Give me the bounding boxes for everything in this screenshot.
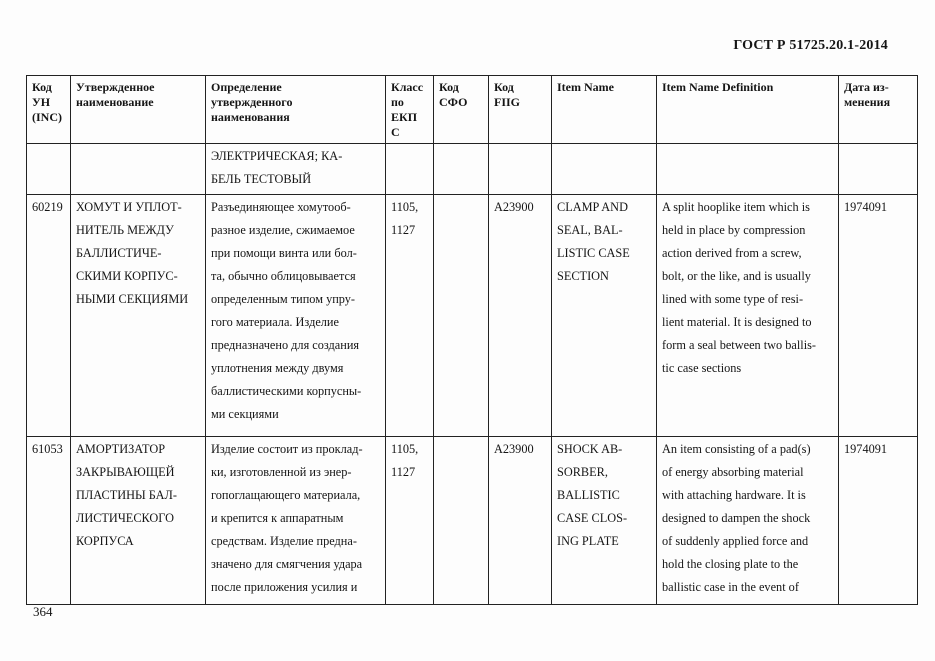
cell-date (839, 144, 918, 195)
cell-name (71, 144, 206, 195)
col-header-inc: Код УН (INC) (27, 76, 71, 144)
col-header-change-date: Дата из- менения (839, 76, 918, 144)
table-row (27, 195, 918, 437)
col-header-item-definition: Item Name Definition (657, 76, 839, 144)
col-header-fiig: Код FIIG (489, 76, 552, 144)
cell-name: АМОРТИЗАТОР ЗАКРЫВАЮЩЕЙ ПЛАСТИНЫ БАЛ- ЛИСТИЧЕСКОГО КОРПУСА (71, 437, 206, 605)
classification-table (26, 75, 918, 605)
cell-item-name: SHOCK AB- SORBER, BALLISTIC CASE CLOS- ING PLATE (552, 437, 657, 605)
cell-class: 1105, 1127 (386, 195, 434, 437)
col-header-approved-name: Утвержденное наименование (71, 76, 206, 144)
cell-fiig (489, 144, 552, 195)
document-id: ГОСТ Р 51725.20.1-2014 (733, 38, 888, 53)
page-number: 364 (33, 604, 53, 619)
cell-definition: ЭЛЕКТРИЧЕСКАЯ; КА- БЕЛЬ ТЕСТОВЫЙ (206, 144, 386, 195)
cell-item-definition: A split hooplike item which is held in place by compression action derived from a screw, bolt, or the like, and is usually lined with some type of resi- lient material. It is designed to form a seal between two ballis- tic case sections (657, 195, 839, 437)
cell-class: 1105, 1127 (386, 437, 434, 605)
table-header-row (27, 76, 918, 144)
cell-fiig: A23900 (489, 437, 552, 605)
cell-class (386, 144, 434, 195)
cell-item-name (552, 144, 657, 195)
cell-code: 61053 (27, 437, 71, 605)
col-header-sfo: Код СФО (434, 76, 489, 144)
col-header-definition: Определение утвержденного наименования (206, 76, 386, 144)
cell-date: 1974091 (839, 437, 918, 605)
cell-sfo (434, 437, 489, 605)
table-row (27, 437, 918, 605)
cell-sfo (434, 195, 489, 437)
cell-fiig: A23900 (489, 195, 552, 437)
col-header-item-name: Item Name (552, 76, 657, 144)
cell-item-name: CLAMP AND SEAL, BAL- LISTIC CASE SECTION (552, 195, 657, 437)
cell-definition: Изделие состоит из проклад- ки, изготовленной из энер- гопоглащающего материала, и крепится к аппаратным средствам. Изделие предна- значено для смягчения удара после приложения усилия и (206, 437, 386, 605)
cell-item-definition: An item consisting of a pad(s) of energy absorbing material with attaching hardware. It is designed to dampen the shock of suddenly applied force and hold the closing plate to the ballistic case in the event of (657, 437, 839, 605)
cell-sfo (434, 144, 489, 195)
cell-name: ХОМУТ И УПЛОТ- НИТЕЛЬ МЕЖДУ БАЛЛИСТИЧЕ- СКИМИ КОРПУС- НЫМИ СЕКЦИЯМИ (71, 195, 206, 437)
cell-item-definition (657, 144, 839, 195)
cell-definition: Разъединяющее хомутооб- разное изделие, сжимаемое при помощи винта или бол- та, обычно облицовывается определенным типом упру- гого материала. Изделие предназначено для создания уплотнения между двумя баллистическими корпусны- ми секциями (206, 195, 386, 437)
continuation-row (27, 144, 918, 195)
cell-date: 1974091 (839, 195, 918, 437)
cell-code: 60219 (27, 195, 71, 437)
col-header-class: Класс по ЕКП С (386, 76, 434, 144)
cell-code (27, 144, 71, 195)
